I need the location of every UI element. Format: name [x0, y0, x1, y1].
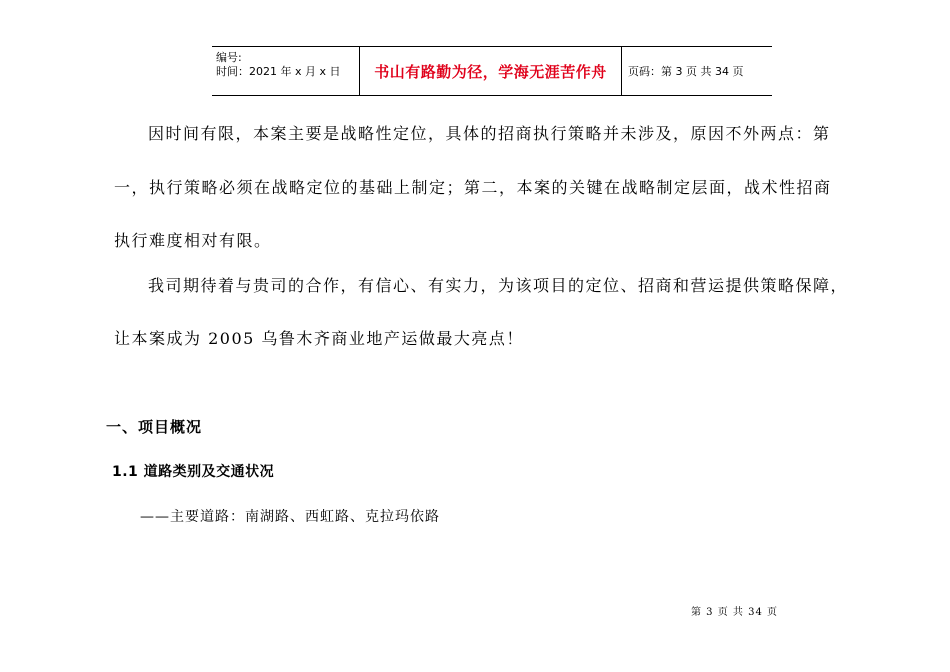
- header-number-label: 编号:: [216, 51, 242, 64]
- paragraph-line-2: 一，执行策略必须在战略定位的基础上制定；第二，本案的关键在战略制定层面，战术性招商: [114, 178, 832, 197]
- header-meta-cell: [212, 47, 360, 95]
- header-time-label: 时间：2021 年 x 月 x 日: [216, 65, 341, 78]
- page-footer: 第 3 页 共 34 页: [691, 607, 778, 618]
- subsection-heading: 1.1 道路类别及交通状况: [112, 464, 275, 480]
- header-page-info: 页码：第 3 页 共 34 页: [628, 65, 744, 78]
- section-heading: 一、项目概况: [106, 418, 203, 436]
- bullet-line: ——主要道路：南湖路、西虹路、克拉玛依路: [140, 509, 440, 525]
- paragraph-line-3: 执行难度相对有限。: [114, 231, 272, 250]
- paragraph-line-1: 因时间有限，本案主要是战略性定位，具体的招商执行策略并未涉及，原因不外两点：第: [148, 124, 831, 143]
- paragraph-line-5: 让本案成为 2005 乌鲁木齐商业地产运做最大亮点！: [114, 329, 524, 348]
- paragraph-line-4: 我司期待着与贵司的合作，有信心、有实力，为该项目的定位、招商和营运提供策略保障，: [148, 276, 849, 295]
- header-motto: 书山有路勤为径，学海无涯苦作舟: [360, 47, 622, 95]
- page-header: [212, 46, 772, 96]
